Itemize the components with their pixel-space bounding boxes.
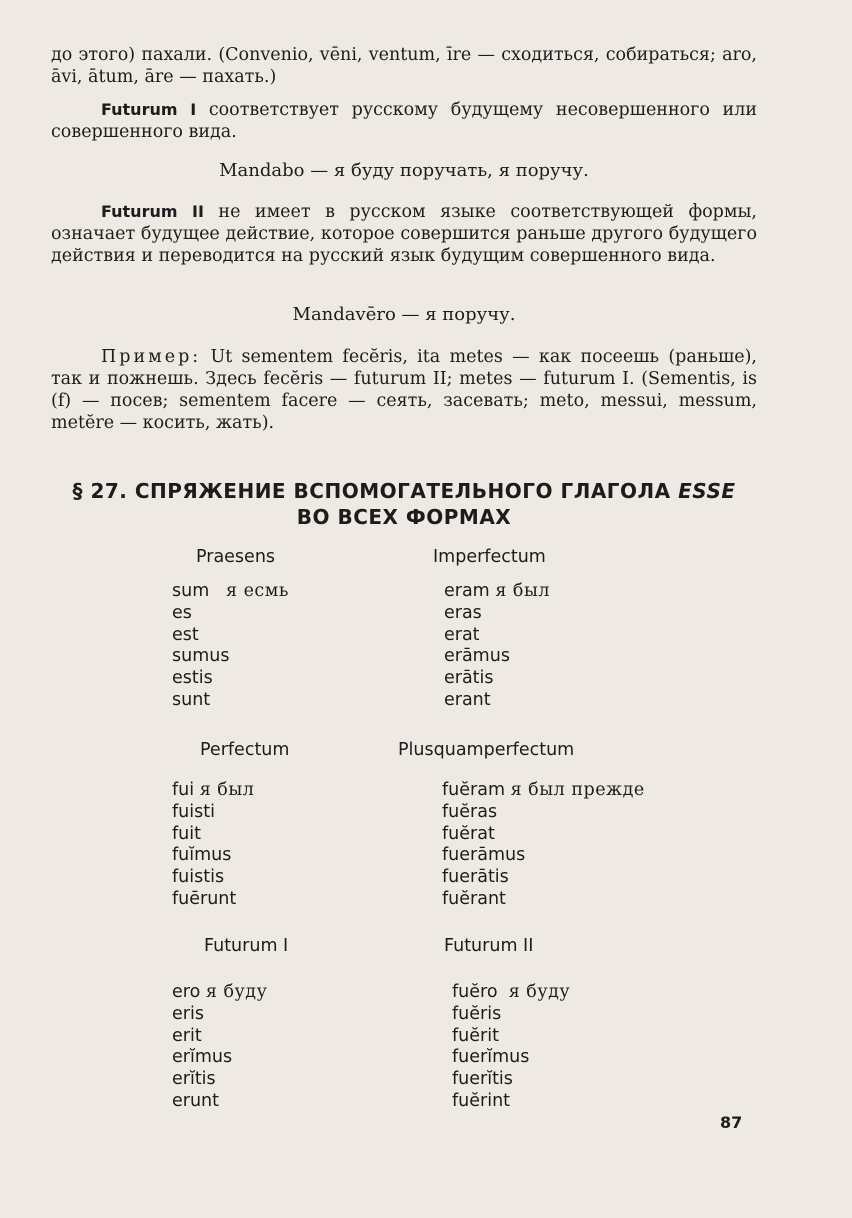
praesens-forms: [172, 581, 289, 712]
translation: я был: [199, 780, 255, 800]
paragraph-convenio-text: до этого) пахали. (Convenio, vēni, ventum, īre — сходиться, собираться; aro, āvi, ātum, āre — пахать.): [51, 45, 757, 87]
example-mandavero: Mandavēro — я поручу.: [292, 304, 516, 325]
form-row: erĭtis: [172, 1069, 216, 1090]
example-mandabo: Mandabo — я буду поручать, я поручу.: [219, 160, 589, 181]
form-row: fuērunt: [172, 888, 237, 909]
term-futurum-2: Futurum II: [101, 202, 204, 221]
example-label: Пример:: [101, 347, 202, 367]
paragraph-futurum-2-text: не имеет в русском языке соответствующей формы, означает будущее действие, которое совершится раньше другого будущего действия и переводится на русский язык будущим совершенного вида.: [51, 202, 757, 266]
form-row: sunt: [172, 689, 211, 710]
form-row: erit: [172, 1025, 202, 1046]
paragraph-example-text: Ut sementem fecĕris, ita metes — как посеешь (раньше), так и пожнешь. Здесь fecĕris — futurum II; metes — futurum I. (Sementis, is (f) — посев; sementem facere — сеять, засевать; meto, messui, messum, metĕre — косить, жать).: [51, 347, 757, 433]
section-heading-line2: ВО ВСЕХ ФОРМАХ: [296, 505, 512, 529]
form-row: erāmus: [444, 646, 510, 667]
form-row: fuĭmus: [172, 845, 232, 866]
form-row: erat: [444, 624, 480, 645]
section-heading-line1: § 27. СПРЯЖЕНИЕ ВСПОМОГАТЕЛЬНОГО ГЛАГОЛА: [72, 479, 679, 503]
form-row: fuit: [172, 823, 201, 844]
form-row: fuisti: [172, 801, 215, 822]
translation: я был прежде: [510, 780, 645, 800]
praesens-title: Praesens: [196, 547, 276, 567]
paragraph-convenio: [51, 44, 757, 88]
paragraph-futurum-1: [51, 99, 757, 143]
futurum-1-forms: [172, 982, 267, 1113]
form-row: erĭmus: [172, 1047, 233, 1068]
section-heading: [51, 478, 757, 504]
paragraph-example: [51, 346, 757, 434]
paragraph-futurum-1-text: соответствует русскому будущему несовершенного или совершенного вида.: [51, 100, 757, 142]
page-number: 87: [720, 1113, 743, 1132]
translation: я буду: [508, 982, 571, 1002]
form-row: fuĕrint: [452, 1090, 511, 1111]
form-row: fuĕrant: [442, 888, 506, 909]
translation: я есмь: [225, 581, 289, 601]
form-row: fuĕrit: [452, 1025, 499, 1046]
perfectum-title: Perfectum: [200, 740, 290, 760]
translation: я был: [495, 581, 550, 601]
form-row: fuistis: [172, 867, 225, 888]
perfectum-forms: [172, 780, 254, 911]
form-row: eris: [172, 1003, 204, 1024]
form-row: es: [172, 602, 192, 623]
paragraph-futurum-2: [51, 201, 757, 267]
form-row: fuĕrat: [442, 823, 495, 844]
form-row: fuerĭtis: [452, 1069, 513, 1090]
form-row: fuerātis: [442, 867, 509, 888]
form-row: erātis: [444, 668, 494, 689]
form-row: fui я был: [172, 780, 255, 800]
translation: я буду: [205, 982, 268, 1002]
form-row: estis: [172, 668, 213, 689]
form-row: eras: [444, 602, 482, 623]
imperfectum-forms: [444, 581, 550, 712]
form-row: erant: [444, 689, 491, 710]
form-row: ero я буду: [172, 982, 268, 1002]
form-row: eram я был: [444, 581, 550, 601]
futurum-1-title: Futurum I: [204, 936, 289, 956]
form-row: fuĕram я был прежде: [442, 780, 645, 800]
form-row: sumus: [172, 646, 230, 667]
form-row: fuerĭmus: [452, 1047, 530, 1068]
plusquamperfectum-title: Plusquamperfectum: [398, 740, 575, 760]
form-row: sum я есмь: [172, 581, 289, 601]
futurum-2-forms: [452, 982, 570, 1113]
form-row: erunt: [172, 1090, 220, 1111]
imperfectum-title: Imperfectum: [433, 547, 546, 567]
form-row: fuĕras: [442, 801, 498, 822]
form-row: fuĕro я буду: [452, 982, 571, 1002]
form-row: fuerāmus: [442, 845, 526, 866]
form-row: est: [172, 624, 199, 645]
futurum-2-title: Futurum II: [444, 936, 534, 956]
plusquamperfectum-forms: [442, 780, 645, 911]
form-row: fuĕris: [452, 1003, 502, 1024]
term-futurum-1: Futurum I: [101, 100, 197, 119]
section-heading-esse: ESSE: [678, 479, 736, 503]
